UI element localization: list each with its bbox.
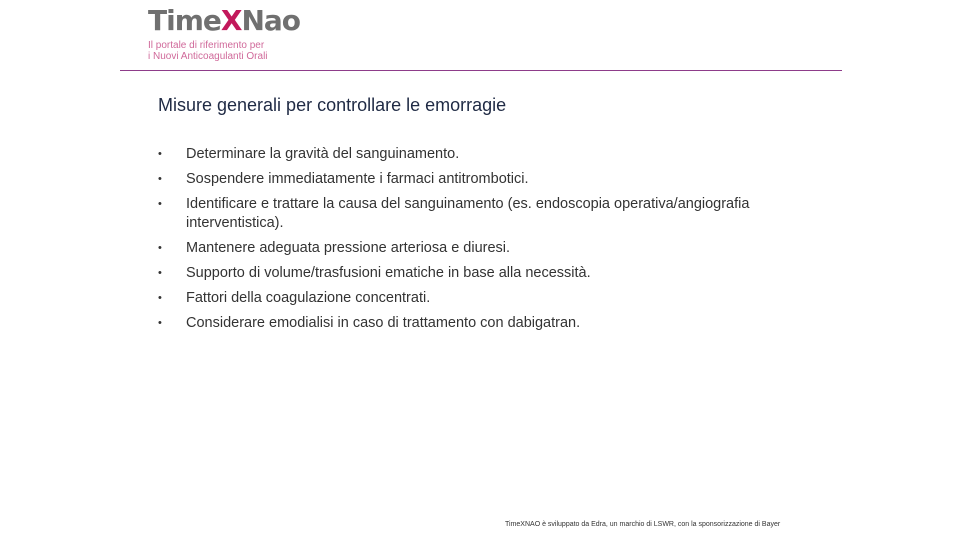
- list-item: [157, 264, 837, 283]
- bullet-text: Sospendere immediatamente i farmaci antitrombotici.: [186, 171, 529, 187]
- bullet-marker: •: [158, 242, 162, 254]
- bullet-text: Identificare e trattare la causa del sanguinamento (es. endoscopia operativa/angiografia interventistica).: [186, 196, 750, 231]
- bullet-text: Fattori della coagulazione concentrati.: [186, 290, 431, 306]
- list-item: [157, 289, 837, 308]
- list-item: [157, 145, 837, 164]
- logo-part-nao: Nao: [241, 4, 301, 37]
- bullet-marker: •: [158, 198, 162, 210]
- bullet-text: Considerare emodialisi in caso di trattamento con dabigatran.: [186, 315, 581, 331]
- bullet-text: Mantenere adeguata pressione arteriosa e diuresi.: [186, 240, 511, 256]
- list-item: [157, 314, 837, 333]
- logo-tagline-line1: Il portale di riferimento per: [148, 40, 265, 51]
- header-divider: [120, 70, 842, 71]
- list-item: [157, 170, 837, 189]
- logo-part-x: X: [220, 4, 242, 37]
- footer-credit: TimeXNAO è sviluppato da Edra, un marchio di LSWR, con la sponsorizzazione di Bayer: [505, 521, 781, 528]
- bullet-marker: •: [158, 317, 162, 329]
- bullet-list: [157, 145, 837, 339]
- slide-title: Misure generali per controllare le emorragie: [158, 95, 507, 115]
- bullet-text: Supporto di volume/trasfusioni ematiche in base alla necessità.: [186, 265, 591, 281]
- bullet-text: Determinare la gravità del sanguinamento.: [186, 146, 460, 162]
- bullet-marker: •: [158, 173, 162, 185]
- list-item: [157, 195, 837, 233]
- brand-logo: [148, 4, 308, 62]
- logo-tagline: [148, 40, 308, 62]
- bullet-marker: •: [158, 148, 162, 160]
- bullet-marker: •: [158, 292, 162, 304]
- logo-part-time: Time: [148, 4, 221, 37]
- bullet-marker: •: [158, 267, 162, 279]
- list-item: [157, 239, 837, 258]
- logo-tagline-line2: i Nuovi Anticoagulanti Orali: [148, 51, 268, 62]
- logo-wordmark: [148, 4, 308, 38]
